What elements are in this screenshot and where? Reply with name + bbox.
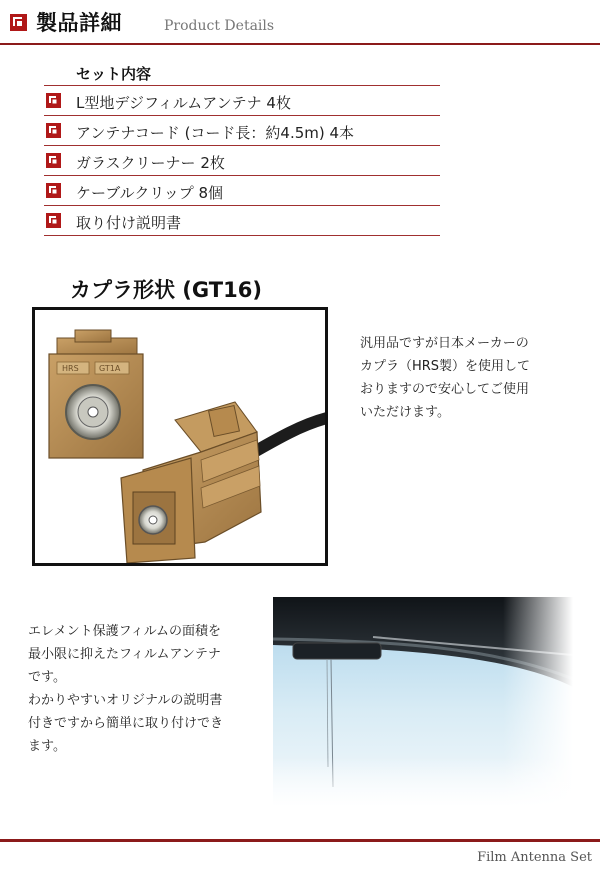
film-description-line: ます。 [28,739,66,754]
coupler-description-line: 汎用品ですが日本メーカーの [360,336,529,351]
page-title: 製品詳細 [36,11,122,35]
film-description-line: 最小限に抑えたフィルムアンテナ [28,647,221,662]
coupler-description-line: いただけます。 [360,405,450,420]
page-subtitle: Product Details [164,18,275,34]
list-item [44,116,440,146]
footer-divider [0,839,600,842]
connector-mark-model: GT1A [99,364,121,373]
windshield-illustration [273,597,573,807]
connector-mark-hrs: HRS [62,364,79,373]
footer-label: Film Antenna Set [477,850,592,865]
film-description-line: わかりやすいオリジナルの説明書 [28,693,223,708]
coupler-description [360,332,590,424]
film-description-line: です。 [28,670,66,685]
film-description [28,620,268,758]
set-contents-heading: セット内容 [44,58,440,86]
windshield-photo [273,597,573,807]
list-item [44,206,440,236]
set-contents-list [44,58,440,236]
square-bullet-icon [46,93,61,108]
list-item [44,176,440,206]
square-bullet-icon [46,153,61,168]
coupler-title: カプラ形状 (GT16) [70,278,262,302]
square-bullet-icon [46,123,61,138]
square-bullet-icon [46,183,61,198]
square-bullet-icon [10,14,27,31]
list-item-label: L型地デジフィルムアンテナ 4枚 [76,94,291,112]
square-bullet-icon [46,213,61,228]
list-item-label: 取り付け説明書 [76,214,182,232]
list-item-label: ガラスクリーナー 2枚 [76,154,225,172]
list-item [44,86,440,116]
coupler-description-line: カプラ（HRS製）を使用して [360,359,531,374]
coupler-photo [32,307,328,566]
connector-front-view [49,330,143,458]
connector-illustration [35,310,325,563]
list-item-label: ケーブルクリップ 8個 [76,184,224,202]
header-divider [0,43,600,45]
page-header [0,0,600,46]
list-item [44,146,440,176]
film-description-line: エレメント保護フィルムの面積を [28,624,222,639]
film-description-line: 付きですから簡単に取り付けでき [28,716,224,731]
coupler-description-line: おりますので安心してご使用 [360,382,530,397]
list-item-label: アンテナコード (コード長：約4.5m) 4本 [76,124,355,142]
